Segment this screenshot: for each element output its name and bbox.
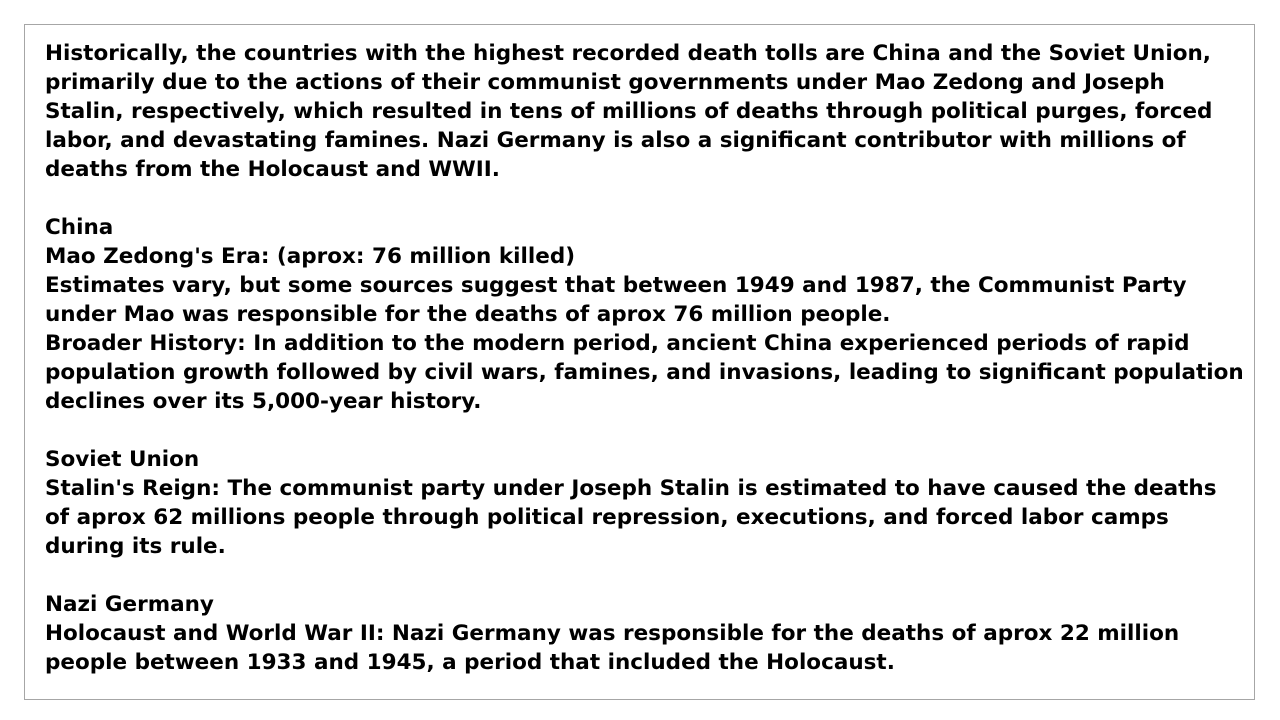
china-broader-history-paragraph: Broader History: In addition to the modern period, ancient China experienced periods of rapid population growth followed by civil wars, famines, and invasions, leading to significant population declines over its 5,000-year history.: [45, 331, 1244, 414]
soviet-stalin-reign-paragraph: Stalin's Reign: The communist party under Joseph Stalin is estimated to have caused the deaths of aprox 62 millions people through political repression, executions, and forced labor camps during its rule.: [45, 476, 1217, 559]
blank-line: [45, 184, 1245, 213]
section-heading-nazi-germany: Nazi Germany: [45, 592, 214, 617]
blank-line: [45, 416, 1245, 445]
intro-paragraph: Historically, the countries with the highest recorded death tolls are China and the Soviet Union, primarily due to the actions of their communist governments under Mao Zedong and Joseph Stalin, respectively, which resulted in tens of millions of deaths through political purges, forced labor, and devastating famines. Nazi Germany is also a significant contributor with millions of deaths from the Holocaust and WWII.: [45, 41, 1213, 182]
china-estimates-paragraph: Estimates vary, but some sources suggest that between 1949 and 1987, the Communist Party under Mao was responsible for the deaths of aprox 76 million people.: [45, 273, 1187, 327]
document-body: [45, 39, 1245, 677]
section-heading-soviet-union: Soviet Union: [45, 447, 200, 472]
china-mao-era-line: Mao Zedong's Era: (aprox: 76 million killed): [45, 244, 576, 269]
section-heading-china: China: [45, 215, 114, 240]
nazi-germany-holocaust-paragraph: Holocaust and World War II: Nazi Germany was responsible for the deaths of aprox 22 million people between 1933 and 1945, a period that included the Holocaust.: [45, 621, 1180, 675]
blank-line: [45, 561, 1245, 590]
